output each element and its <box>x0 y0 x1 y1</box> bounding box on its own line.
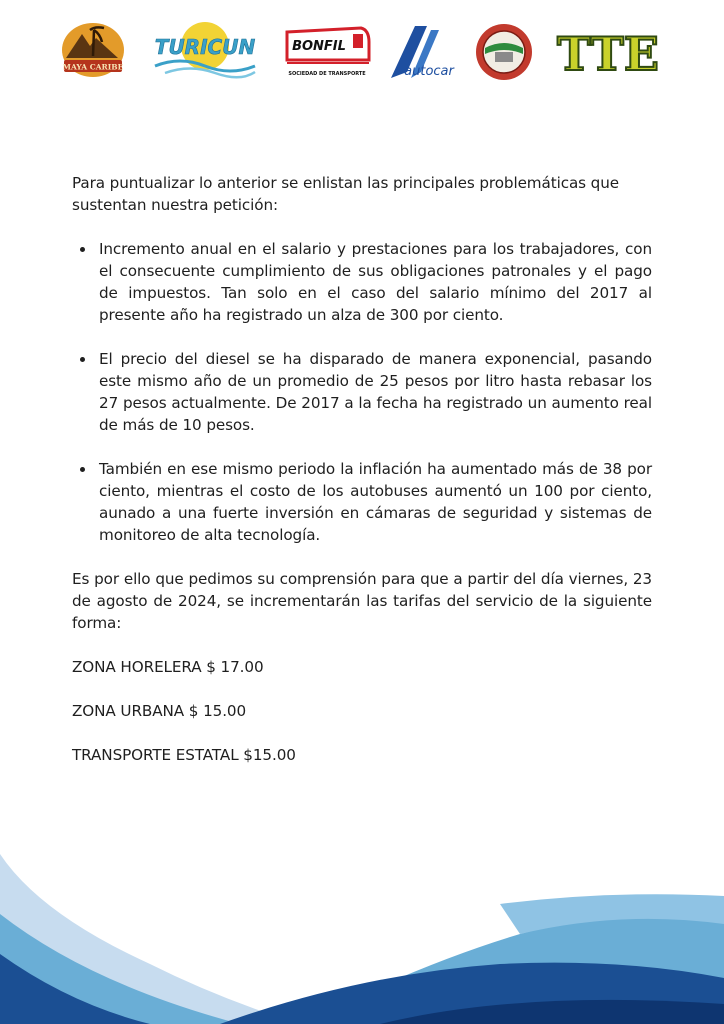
tariff-state-transport: TRANSPORTE ESTATAL $15.00 <box>72 746 296 764</box>
logo-bar <box>55 20 675 90</box>
maya-caribe-logo <box>60 20 126 80</box>
list-item: El precio del diesel se ha disparado de manera exponencial, pasando este mismo año de un promedio de 25 pesos por litro hasta rebasar los 27 pesos actualmente. De 2017 a la fecha ha registrado un aumento real de más de 10 pesos. <box>99 350 652 434</box>
tariff-hotel-zone: ZONA HORELERA $ 17.00 <box>72 658 264 676</box>
tte-logo-text: TTE <box>557 27 659 80</box>
turicun-logo-text: TURICUN <box>154 35 256 59</box>
tte-logo <box>549 20 667 80</box>
list-item: También en ese mismo periodo la inflación ha aumentado más de 38 por ciento, mientras el costo de los autobuses aumentó un 100 por ciento, aunado a una fuerte inversión en cámaras de seguridad y sistemas de monitoreo de alta tecnología. <box>99 460 652 544</box>
autocar-logo <box>385 20 457 82</box>
problems-list <box>72 238 652 546</box>
tariff-urban-zone: ZONA URBANA $ 15.00 <box>72 702 247 720</box>
list-item: Incremento anual en el salario y prestaciones para los trabajadores, con el consecuente cumplimiento de sus obligaciones patronales y el pago de impuestos. Tan solo en el caso del salario mínimo del 2017 al presente año ha registrado un alza de 300 por ciento. <box>99 240 652 324</box>
intro-paragraph: Para puntualizar lo anterior se enlistan las principales problemáticas que sustentan nuestra petición: <box>72 174 619 214</box>
autocar-logo-text: autocar <box>404 64 454 79</box>
turicun-logo <box>145 20 265 80</box>
closing-paragraph: Es por ello que pedimos su comprensión para que a partir del día viernes, 23 de agosto de 2024, se incrementarán las tarifas del servicio de la siguiente forma: <box>72 570 652 632</box>
footer-wave-decoration <box>0 854 724 1024</box>
bonfil-logo-text: BONFIL <box>292 39 346 54</box>
bonfil-logo-subtitle: SOCIEDAD DE TRANSPORTE <box>288 71 366 77</box>
maya-caribe-logo-text: MAYA CARIBE <box>62 62 124 72</box>
union-seal-logo <box>473 20 535 82</box>
document-body <box>72 172 652 766</box>
bonfil-logo <box>283 20 371 80</box>
